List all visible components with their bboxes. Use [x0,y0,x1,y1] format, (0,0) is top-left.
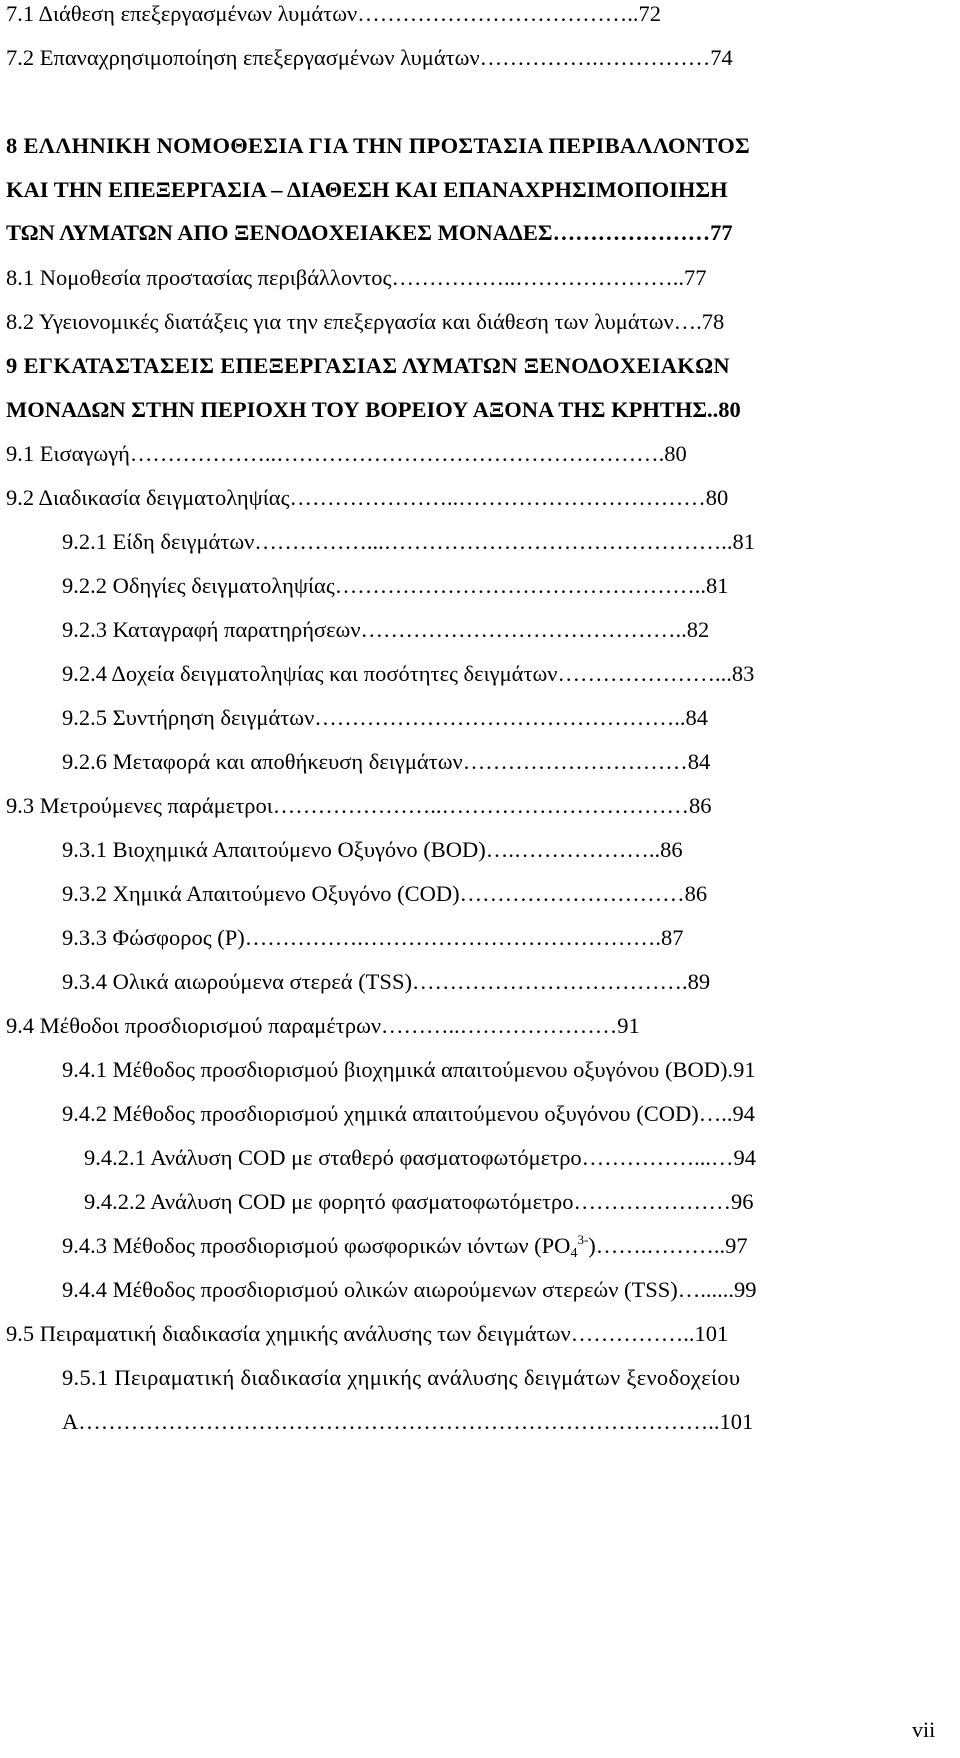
toc-entry[interactable]: 9.3.1 Βιοχημικά Απαιτούμενο Οξυγόνο (BOD)….………………..86 [62,837,683,862]
toc-entry[interactable]: 9.2.1 Είδη δειγμάτων……………...………………………………………..81 [62,529,755,554]
toc-chapter-heading[interactable]: 8 ΕΛΛΗΝΙΚΗ ΝΟΜΟΘΕΣΙΑ ΓΙΑ ΤΗΝ ΠΡΟΣΤΑΣΙΑ ΠΕΡΙΒΑΛΛΟΝΤΟΣ [6,133,751,158]
toc-entry[interactable] [62,1232,748,1260]
subscript: 4 [570,1246,578,1261]
toc-entry[interactable]: 9.3.2 Χημικά Απαιτούμενο Οξυγόνο (COD)…………………………86 [62,881,708,906]
toc-entry[interactable]: 9.5 Πειραματική διαδικασία χημικής ανάλυσης των δειγμάτων……………..101 [6,1321,729,1346]
toc-entry[interactable]: 9.3.3 Φώσφορος (P)…………….………………………………….87 [62,925,684,950]
toc-entry[interactable]: 9.4.2 Μέθοδος προσδιορισμού χημικά απαιτούμενου οξυγόνου (COD)…..94 [62,1101,755,1126]
toc-entry[interactable]: 9.4.2.2 Ανάλυση COD με φορητό φασματοφωτόμετρο…………………96 [84,1189,754,1214]
toc-entry[interactable]: 9.2.2 Οδηγίες δειγματοληψίας…………………………………………..81 [62,573,729,598]
toc-chapter-heading[interactable]: ΜΟΝΑΔΩΝ ΣΤΗΝ ΠΕΡΙΟΧΗ ΤΟΥ ΒΟΡΕΙΟΥ ΑΞΟΝΑ ΤΗΣ ΚΡΗΤΗΣ..80 [6,397,741,422]
toc-entry[interactable]: 9.3 Μετρούμενες παράμετροι…………………..……………………………86 [6,793,712,818]
toc-entry[interactable]: 9.3.4 Ολικά αιωρούμενα στερεά (TSS)……………………………….89 [62,969,711,994]
toc-chapter-heading[interactable]: ΤΩΝ ΛΥΜΑΤΩΝ ΑΠΟ ΞΕΝΟΔΟΧΕΙΑΚΕΣ ΜΟΝΑΔΕΣ…………………77 [6,220,733,245]
toc-entry[interactable]: Α…………………………………………………………………………..101 [62,1409,754,1434]
toc-entry[interactable]: 8.2 Υγειονομικές διατάξεις για την επεξεργασία και διάθεση των λυμάτων….78 [6,309,725,334]
toc-entry[interactable]: 9.4 Μέθοδοι προσδιορισμού παραμέτρων………..…………………91 [6,1013,640,1038]
toc-entry[interactable]: 7.1 Διάθεση επεξεργασμένων λυμάτων………………………………..72 [6,1,661,26]
toc-entry[interactable]: 9.2.4 Δοχεία δειγματοληψίας και ποσότητες δειγμάτων…………………...83 [62,661,755,686]
toc-entry[interactable]: 9.2.3 Καταγραφή παρατηρήσεων……………………………………..82 [62,617,710,642]
toc-entry-text: 9.4.3 Μέθοδος προσδιορισμού φωσφορικών ιόντων (PO [62,1233,571,1258]
toc-entry-text: )…….………..97 [588,1233,748,1258]
toc-chapter-heading[interactable]: 9 ΕΓΚΑΤΑΣΤΑΣΕΙΣ ΕΠΕΞΕΡΓΑΣΙΑΣ ΛΥΜΑΤΩΝ ΞΕΝΟΔΟΧΕΙΑΚΩΝ [6,353,730,378]
toc-entry[interactable]: 9.2.6 Μεταφορά και αποθήκευση δειγμάτων…………………………84 [62,749,711,774]
toc-entry[interactable]: 9.4.4 Μέθοδος προσδιορισμού ολικών αιωρούμενων στερεών (TSS)…......99 [62,1277,757,1302]
toc-entry[interactable]: 9.2.5 Συντήρηση δειγμάτων…………………………………………..84 [62,705,709,730]
toc-entry[interactable]: 9.5.1 Πειραματική διαδικασία χημικής ανάλυσης δειγμάτων ξενοδοχείου [62,1365,741,1390]
toc-chapter-heading[interactable]: ΚΑΙ ΤΗΝ ΕΠΕΞΕΡΓΑΣΙΑ – ΔΙΑΘΕΣΗ ΚΑΙ ΕΠΑΝΑΧΡΗΣΙΜΟΠΟΙΗΣΗ [6,177,728,202]
page-number: vii [912,1717,936,1742]
toc-entry[interactable]: 8.1 Νομοθεσία προστασίας περιβάλλοντος……………..…………………..77 [6,265,707,290]
toc-entry[interactable]: 9.1 Εισαγωγή………………..…………………………………………….80 [6,441,687,466]
toc-entry[interactable]: 9.4.1 Μέθοδος προσδιορισμού βιοχημικά απαιτούμενου οξυγόνου (BOD).91 [62,1057,756,1082]
toc-entry[interactable]: 9.2 Διαδικασία δειγματοληψίας…………………..……………………………80 [6,485,729,510]
toc-entry[interactable]: 7.2 Επαναχρησιμοποίηση επεξεργασμένων λυμάτων…………….……………74 [6,45,733,70]
superscript: 3- [577,1232,589,1247]
toc-entry[interactable]: 9.4.2.1 Ανάλυση COD με σταθερό φασματοφωτόμετρο……………...…94 [84,1145,757,1170]
